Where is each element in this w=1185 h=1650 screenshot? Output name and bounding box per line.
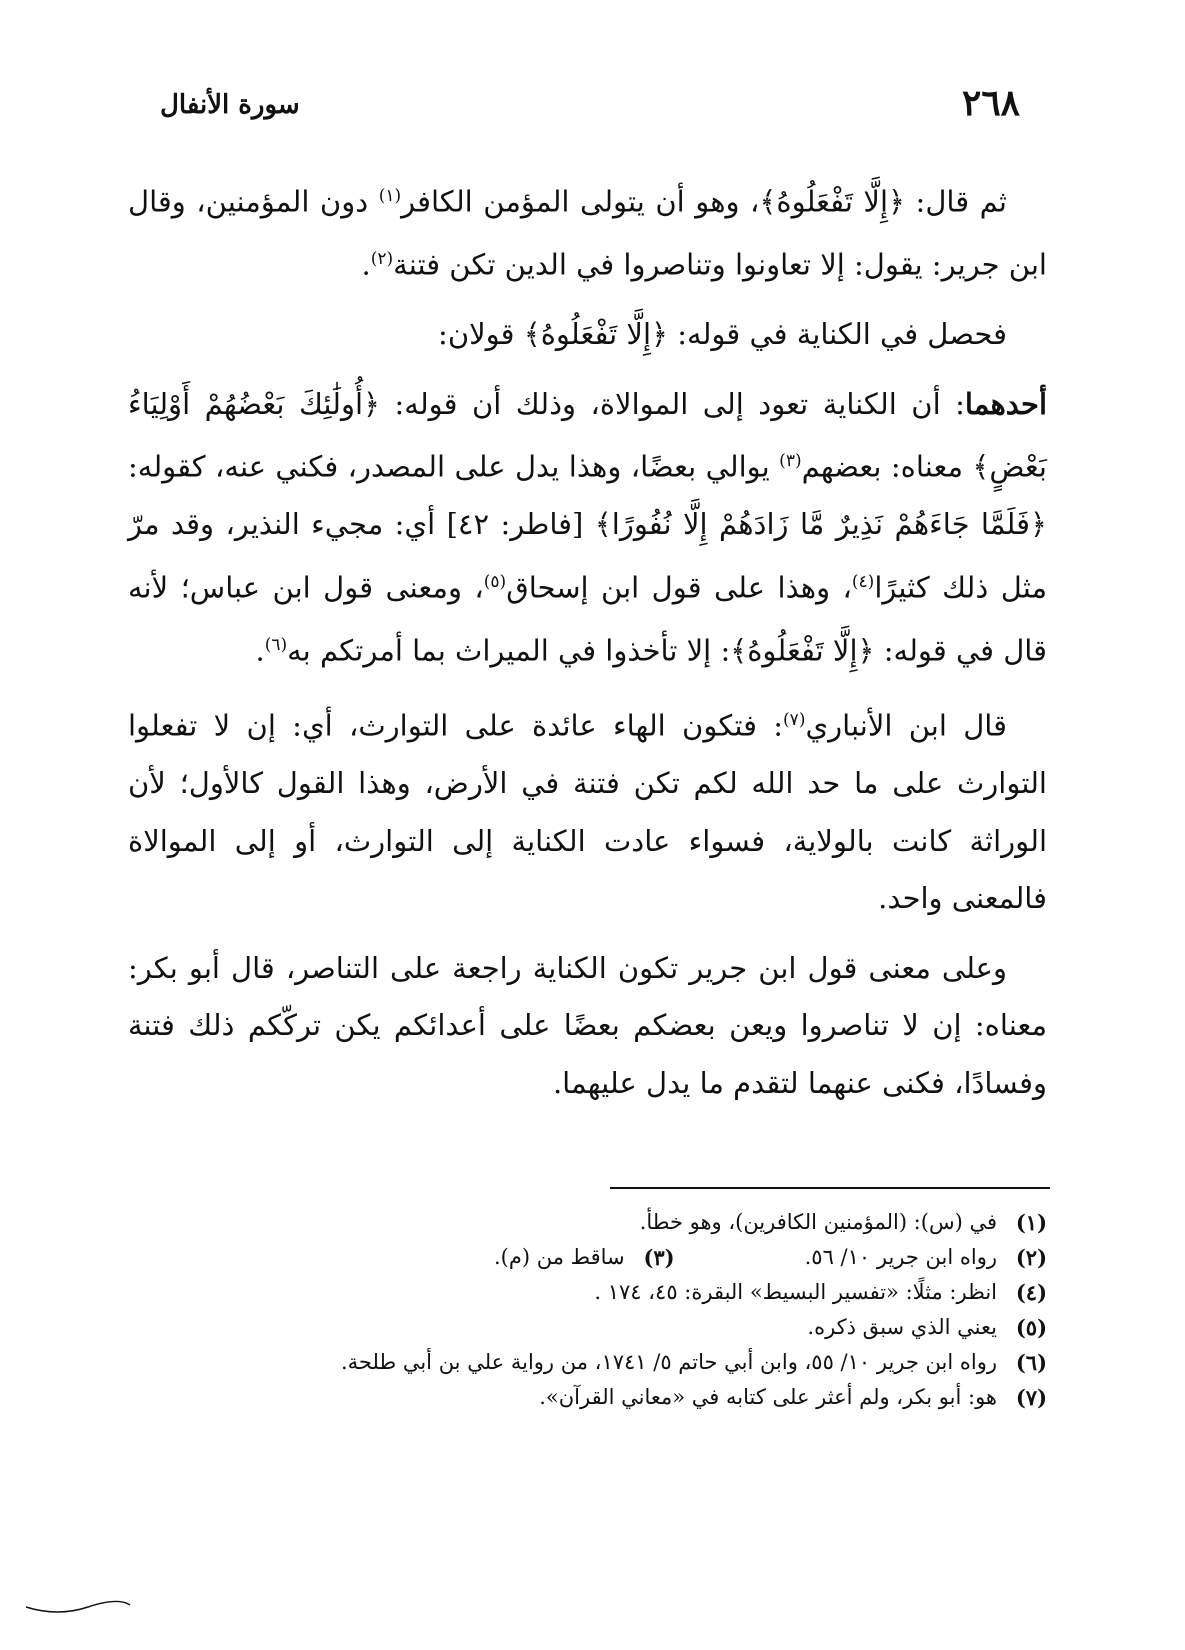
- quran-verse: ﴿فَلَمَّا جَاءَهُمْ نَذِيرٌ مَّا زَادَهُمْ إِلَّا نُفُورًا﴾: [594, 507, 1047, 542]
- footnote-text: رواه ابن جرير ١٠/ ٥٥، وابن أبي حاتم ٥/ ١٧٤١، من رواية علي بن أبي طلحة.: [341, 1350, 997, 1374]
- footnote-ref[interactable]: (٣): [779, 451, 802, 472]
- footnote-ref[interactable]: (٥): [483, 571, 507, 592]
- text-run: [فاطر: ٤٢] أي: مجيء النذير، وقد مرّ مثل ذلك كثيرًا: [128, 507, 1047, 605]
- logo-flourish: [26, 1601, 130, 1612]
- footnote-number: (١): [1015, 1210, 1047, 1235]
- text-run: دون المؤمنين، وقال ابن جرير: يقول: إلا تعاونوا وتناصروا في الدين تكن فتنة: [128, 184, 1047, 282]
- surah-title: سورة الأنفال: [160, 90, 300, 120]
- text-run: ، وهذا على قول ابن إسحاق: [506, 570, 852, 605]
- paragraph-2: [128, 306, 1047, 364]
- bold-heading: أحدهما: [964, 386, 1048, 421]
- footnote-separator: [610, 1187, 1050, 1189]
- footnote-text: ساقط من (م).: [493, 1245, 625, 1269]
- footnote-item: [128, 1240, 1047, 1275]
- quran-verse: ﴿إِلَّا تَفْعَلُوهُ﴾: [523, 317, 669, 352]
- text-run: : إلا تأخذوا في الميراث بما أمرتكم به: [287, 633, 731, 668]
- text-run: .: [361, 247, 371, 282]
- text-run: يوالي بعضًا، وهذا يدل على المصدر، فكني عنه، كقوله:: [128, 449, 780, 484]
- footnote-text: هو: أبو بكر، ولم أعثر على كتابه في «معاني القرآن».: [539, 1385, 997, 1409]
- footnote-number: (٢): [1015, 1245, 1047, 1270]
- paragraph-3: [128, 376, 1047, 680]
- main-text: [128, 168, 1047, 1124]
- footnote-ref[interactable]: (٤): [851, 571, 875, 592]
- footnote-text: يعني الذي سبق ذكره.: [807, 1315, 997, 1339]
- page-number: ٢٦٨: [961, 82, 1020, 124]
- text-run: قال ابن الأنباري: [805, 708, 1007, 743]
- page-header: [160, 82, 1020, 142]
- footnote-text: في (س): (المؤمنين الكافرين)، وهو خطأ.: [639, 1210, 997, 1234]
- footnote-number: (٥): [1015, 1315, 1047, 1340]
- paragraph-5: [128, 940, 1047, 1113]
- footnote-ref[interactable]: (٦): [264, 635, 288, 656]
- text-run: ، وهو أن يتولى المؤمن الكافر: [401, 184, 760, 219]
- footnote-item: [128, 1310, 1047, 1345]
- text-run: .: [255, 633, 265, 668]
- footnote-text: انظر: مثلًا: «تفسير البسيط» البقرة: ٤٥، ١٧٤ .: [594, 1280, 997, 1304]
- footnote-number: (٤): [1015, 1280, 1047, 1305]
- footnotes: [128, 1205, 1047, 1415]
- footnote-ref[interactable]: (١): [378, 186, 402, 206]
- footnote-item: [128, 1380, 1047, 1415]
- text-run: : أن الكناية تعود إلى الموالاة، وذلك أن قوله:: [380, 386, 965, 421]
- paragraph-1: [128, 168, 1047, 294]
- footnote-number: (٦): [1015, 1350, 1047, 1375]
- footnote-ref[interactable]: (٢): [370, 249, 394, 270]
- footnote-number: (٧): [1015, 1385, 1047, 1410]
- footnote-spacer: [685, 1240, 795, 1275]
- publisher-logo: [18, 1555, 138, 1625]
- text-run: معناه: بعضهم: [801, 449, 973, 484]
- footnote-item: [128, 1275, 1047, 1310]
- footnote-item: [128, 1345, 1047, 1380]
- paragraph-4: [128, 692, 1047, 928]
- quran-verse: ﴿إِلَّا تَفْعَلُوهُ﴾: [759, 184, 906, 219]
- quran-verse: ﴿إِلَّا تَفْعَلُوهُ﴾: [730, 633, 875, 668]
- footnote-item: [128, 1205, 1047, 1240]
- footnote-ref[interactable]: (٧): [783, 710, 806, 731]
- text-run: قولان:: [438, 317, 524, 352]
- text-run: : فتكون الهاء عائدة على التوارث، أي: إن لا تفعلوا التوارث على ما حد الله لكم تكن فتنة في الأرض، وهذا القول كالأول؛ لأن الوراثة كانت بالولاية، فسواء عادت الكناية إلى التوارث، أو إلى الموالاة فالمعنى واحد.: [128, 708, 1047, 916]
- quran-verse: ﴿أُولَٰئِكَ بَعْضُهُمْ أَوْلِيَاءُ بَعْضٍ﴾: [128, 386, 1047, 484]
- footnote-number: (٣): [643, 1245, 675, 1270]
- footnote-text: رواه ابن جرير ١٠/ ٥٦.: [804, 1245, 997, 1269]
- text-run: وعلى معنى قول ابن جرير تكون الكناية راجعة على التناصر، قال أبو بكر: معناه: إن لا تناصروا ويعن بعضكم بعضًا على أعدائكم يكن تركّكم ذلك فتنة وفسادًا، فكنى عنهما لتقدم ما يدل عليهما.: [128, 950, 1047, 1100]
- text-run: ثم قال:: [905, 184, 1007, 219]
- text-run: فحصل في الكناية في قوله:: [668, 317, 1007, 352]
- text-run: ، ومعنى قول ابن عباس؛ لأنه قال في قوله:: [128, 570, 1047, 668]
